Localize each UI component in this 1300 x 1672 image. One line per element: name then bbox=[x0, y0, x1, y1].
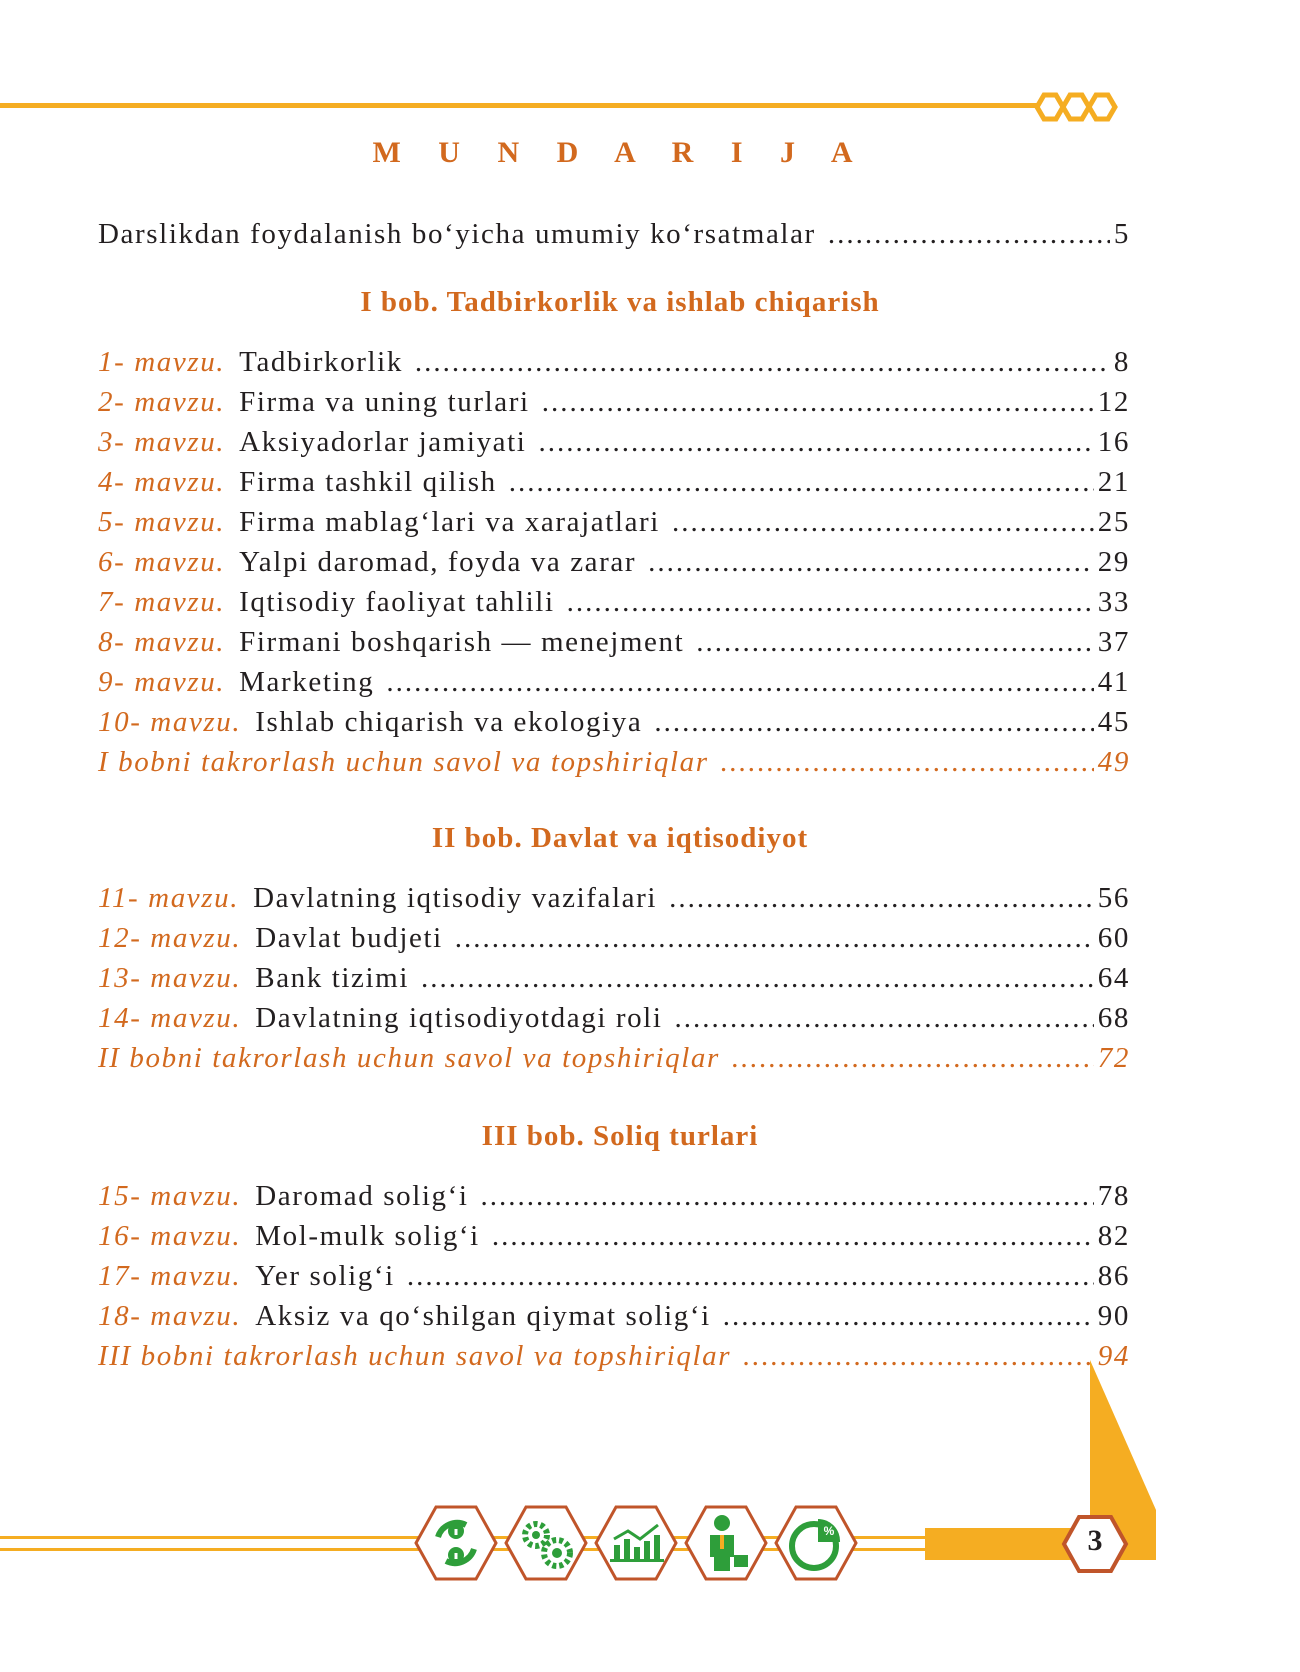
toc-topic-line[interactable] bbox=[98, 386, 1130, 428]
toc-page-number: 29 bbox=[1097, 546, 1130, 578]
toc-entry-text: Daromad solig‘i bbox=[255, 1180, 469, 1212]
toc-dot-leader bbox=[648, 546, 1094, 579]
toc-page-number: 72 bbox=[1097, 1042, 1130, 1074]
toc-topic-line[interactable] bbox=[98, 1180, 1130, 1222]
chapter-heading: III bob. Soliq turlari bbox=[481, 1120, 759, 1152]
toc-dot-leader bbox=[696, 626, 1094, 659]
toc-topic-number: 5- mavzu. bbox=[98, 506, 226, 538]
toc-page-number: 82 bbox=[1097, 1220, 1130, 1252]
toc-topic-line[interactable] bbox=[98, 1260, 1130, 1302]
gears-icon bbox=[506, 1507, 586, 1579]
toc-topic-number: 10- mavzu. bbox=[98, 706, 242, 738]
toc-entry-text: Davlat budjeti bbox=[255, 922, 443, 954]
toc-topic-number: 2- mavzu. bbox=[98, 386, 226, 418]
toc-dot-leader bbox=[723, 1300, 1094, 1333]
toc-page-number: 12 bbox=[1097, 386, 1130, 418]
toc-topic-line[interactable] bbox=[98, 346, 1130, 388]
toc-entry-text: II bobni takrorlash uchun savol va topshiriqlar bbox=[98, 1042, 720, 1074]
toc-page-number: 33 bbox=[1097, 586, 1130, 618]
toc-entry-text: Mol-mulk solig‘i bbox=[255, 1220, 480, 1252]
page-number: 3 bbox=[1087, 1524, 1103, 1557]
toc-topic-number: 14- mavzu. bbox=[98, 1002, 242, 1034]
toc-topic-number: 18- mavzu. bbox=[98, 1300, 242, 1332]
toc-topic-line[interactable] bbox=[98, 1220, 1130, 1262]
toc-topic-line[interactable] bbox=[98, 506, 1130, 548]
toc-review-line[interactable] bbox=[98, 1340, 1130, 1382]
svg-text:%: % bbox=[823, 1524, 835, 1538]
toc-dot-leader bbox=[567, 586, 1094, 619]
toc-page-number: 60 bbox=[1097, 922, 1130, 954]
toc-topic-number: 1- mavzu. bbox=[98, 346, 226, 378]
toc-dot-leader bbox=[415, 346, 1110, 379]
toc-topic-line[interactable] bbox=[98, 1002, 1130, 1044]
pie-chart-icon bbox=[776, 1507, 856, 1579]
toc-topic-number: 17- mavzu. bbox=[98, 1260, 242, 1292]
chapter-heading: I bob. Tadbirkorlik va ishlab chiqarish bbox=[360, 286, 880, 318]
toc-page-number: 37 bbox=[1097, 626, 1130, 658]
toc-review-line[interactable] bbox=[98, 1042, 1130, 1084]
toc-intro-line[interactable] bbox=[98, 218, 1130, 260]
toc-entry-text: I bobni takrorlash uchun savol va topshiriqlar bbox=[98, 746, 709, 778]
toc-dot-leader bbox=[407, 1260, 1094, 1293]
toc-page-number: 94 bbox=[1097, 1340, 1130, 1372]
top-rule bbox=[0, 103, 1040, 108]
toc-dot-leader bbox=[542, 386, 1094, 419]
toc-topic-line[interactable] bbox=[98, 666, 1130, 708]
businessman-icon bbox=[686, 1507, 766, 1579]
toc-entry-text: Firma mablag‘lari va xarajatlari bbox=[239, 506, 660, 538]
toc-dot-leader bbox=[509, 466, 1094, 499]
toc-dot-leader bbox=[481, 1180, 1094, 1213]
toc-topic-line[interactable] bbox=[98, 426, 1130, 468]
toc-topic-line[interactable] bbox=[98, 466, 1130, 508]
toc-dot-leader bbox=[669, 882, 1094, 915]
toc-page-number: 45 bbox=[1097, 706, 1130, 738]
toc-entry-text: Iqtisodiy faoliyat tahlili bbox=[239, 586, 555, 618]
toc-topic-line[interactable] bbox=[98, 586, 1130, 628]
toc-page-number: 68 bbox=[1097, 1002, 1130, 1034]
toc-topic-line[interactable] bbox=[98, 882, 1130, 924]
toc-topic-number: 8- mavzu. bbox=[98, 626, 226, 658]
toc-dot-leader bbox=[386, 666, 1093, 699]
toc-topic-line[interactable] bbox=[98, 626, 1130, 668]
toc-dot-leader bbox=[743, 1340, 1094, 1373]
toc-page-number: 8 bbox=[1113, 346, 1130, 378]
toc-dot-leader bbox=[654, 706, 1093, 739]
toc-dot-leader bbox=[672, 506, 1094, 539]
toc-page-number: 90 bbox=[1097, 1300, 1130, 1332]
top-hexagons-decoration bbox=[1030, 90, 1120, 124]
toc-entry-text: Marketing bbox=[239, 666, 375, 698]
toc-dot-leader bbox=[828, 218, 1110, 251]
toc-topic-number: 16- mavzu. bbox=[98, 1220, 242, 1252]
toc-topic-number: 7- mavzu. bbox=[98, 586, 226, 618]
toc-topic-line[interactable] bbox=[98, 962, 1130, 1004]
toc-entry-text: Yer solig‘i bbox=[255, 1260, 395, 1292]
toc-entry-text: Aksiz va qo‘shilgan qiymat solig‘i bbox=[255, 1300, 711, 1332]
toc-topic-number: 9- mavzu. bbox=[98, 666, 226, 698]
chapter-heading: II bob. Davlat va iqtisodiyot bbox=[431, 822, 809, 854]
toc-dot-leader bbox=[421, 962, 1094, 995]
toc-page-number: 56 bbox=[1097, 882, 1130, 914]
toc-review-line[interactable] bbox=[98, 746, 1130, 788]
toc-dot-leader bbox=[675, 1002, 1094, 1035]
toc-entry-text: Bank tizimi bbox=[255, 962, 409, 994]
toc-page-number: 49 bbox=[1097, 746, 1130, 778]
info-cycle-icon bbox=[416, 1507, 496, 1579]
toc-topic-line[interactable] bbox=[98, 546, 1130, 588]
toc-entry-text: Davlatning iqtisodiyotdagi roli bbox=[255, 1002, 663, 1034]
toc-entry-text: Aksiyadorlar jamiyati bbox=[239, 426, 527, 458]
toc-page-number: 25 bbox=[1097, 506, 1130, 538]
toc-topic-number: 12- mavzu. bbox=[98, 922, 242, 954]
toc-dot-leader bbox=[455, 922, 1094, 955]
toc-entry-text: Davlatning iqtisodiy vazifalari bbox=[253, 882, 658, 914]
toc-topic-line[interactable] bbox=[98, 922, 1130, 964]
toc-entry-text: Firmani boshqarish — menejment bbox=[239, 626, 685, 658]
toc-entry-text: Ishlab chiqarish va ekologiya bbox=[255, 706, 643, 738]
toc-entry-text: Tadbirkorlik bbox=[239, 346, 403, 378]
toc-topic-number: 6- mavzu. bbox=[98, 546, 226, 578]
toc-topic-number: 3- mavzu. bbox=[98, 426, 226, 458]
toc-entry-text: Firma tashkil qilish bbox=[239, 466, 497, 498]
toc-topic-number: 13- mavzu. bbox=[98, 962, 242, 994]
toc-page-number: 64 bbox=[1097, 962, 1130, 994]
toc-topic-number: 4- mavzu. bbox=[98, 466, 226, 498]
toc-page-number: 86 bbox=[1097, 1260, 1130, 1292]
toc-page-number: 78 bbox=[1097, 1180, 1130, 1212]
toc-entry-text: Darslikdan foydalanish bo‘yicha umumiy ko‘rsatmalar bbox=[98, 218, 816, 250]
toc-topic-number: 11- mavzu. bbox=[98, 882, 240, 914]
toc-dot-leader bbox=[721, 746, 1094, 779]
toc-topic-number: 15- mavzu. bbox=[98, 1180, 242, 1212]
toc-entry-text: III bobni takrorlash uchun savol va topshiriqlar bbox=[98, 1340, 732, 1372]
toc-page-number: 5 bbox=[1113, 218, 1130, 250]
toc-entry-text: Yalpi daromad, foyda va zarar bbox=[239, 546, 637, 578]
toc-page-number: 16 bbox=[1097, 426, 1130, 458]
toc-topic-line[interactable] bbox=[98, 706, 1130, 748]
toc-dot-leader bbox=[492, 1220, 1094, 1253]
toc-dot-leader bbox=[732, 1042, 1094, 1075]
footer-icon-row bbox=[410, 1500, 910, 1586]
toc-page-number: 21 bbox=[1097, 466, 1130, 498]
toc-topic-line[interactable] bbox=[98, 1300, 1130, 1342]
bar-chart-icon bbox=[596, 1507, 676, 1579]
toc-entry-text: Firma va uning turlari bbox=[239, 386, 530, 418]
toc-page-number: 41 bbox=[1097, 666, 1130, 698]
page-title: M U N D A R I J A bbox=[372, 136, 868, 169]
toc-dot-leader bbox=[538, 426, 1093, 459]
